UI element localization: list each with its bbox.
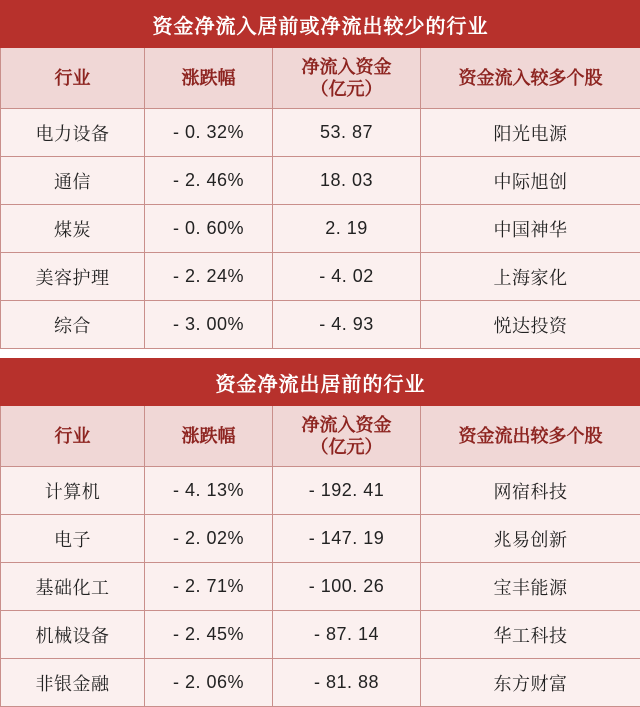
column-header-industry <box>1 48 145 109</box>
outflow-table-header-row <box>1 406 640 467</box>
cell-net-inflow: 18. 03 <box>273 157 421 205</box>
cell-change: - 2. 71% <box>145 563 273 611</box>
table-row <box>1 467 640 515</box>
cell-net-inflow: - 4. 93 <box>273 301 421 349</box>
cell-industry: 通信 <box>1 157 145 205</box>
column-header-net-inflow-line2: （亿元） <box>274 436 419 459</box>
table-gap <box>1 349 640 359</box>
cell-industry: 美容护理 <box>1 253 145 301</box>
table-row <box>1 109 640 157</box>
cell-stock: 悦达投资 <box>421 301 640 349</box>
column-header-net-inflow <box>273 406 421 467</box>
column-header-top-stocks-line1: 资金流入较多个股 <box>422 67 639 90</box>
column-header-industry-line1: 行业 <box>2 67 143 90</box>
cell-net-inflow: - 192. 41 <box>273 467 421 515</box>
column-header-industry-line1: 行业 <box>2 425 143 448</box>
cell-change: - 2. 46% <box>145 157 273 205</box>
cell-industry: 计算机 <box>1 467 145 515</box>
table-row <box>1 253 640 301</box>
table-row <box>1 301 640 349</box>
column-header-top-stocks-line1: 资金流出较多个股 <box>422 425 639 448</box>
cell-stock: 中国神华 <box>421 205 640 253</box>
column-header-top-stocks <box>421 48 640 109</box>
cell-industry: 电力设备 <box>1 109 145 157</box>
table-row <box>1 157 640 205</box>
column-header-net-inflow-line1: 净流入资金 <box>274 56 419 79</box>
cell-stock: 华工科技 <box>421 611 640 659</box>
column-header-net-inflow-line1: 净流入资金 <box>274 414 419 437</box>
cell-industry: 电子 <box>1 515 145 563</box>
table-row <box>1 611 640 659</box>
table-row <box>1 205 640 253</box>
column-header-change <box>145 406 273 467</box>
cell-net-inflow: - 4. 02 <box>273 253 421 301</box>
cell-change: - 2. 02% <box>145 515 273 563</box>
cell-industry: 非银金融 <box>1 659 145 707</box>
column-header-industry <box>1 406 145 467</box>
cell-net-inflow: - 87. 14 <box>273 611 421 659</box>
cell-change: - 0. 32% <box>145 109 273 157</box>
column-header-top-stocks <box>421 406 640 467</box>
cell-change: - 0. 60% <box>145 205 273 253</box>
cell-stock: 上海家化 <box>421 253 640 301</box>
table-row <box>1 563 640 611</box>
cell-change: - 2. 24% <box>145 253 273 301</box>
column-header-net-inflow <box>273 48 421 109</box>
inflow-table-title-row <box>1 1 640 48</box>
cell-change: - 4. 13% <box>145 467 273 515</box>
cell-stock: 东方财富 <box>421 659 640 707</box>
inflow-table-header-row <box>1 48 640 109</box>
outflow-table <box>0 358 640 707</box>
cell-change: - 2. 06% <box>145 659 273 707</box>
cell-industry: 机械设备 <box>1 611 145 659</box>
inflow-table-title: 资金净流入居前或净流出较少的行业 <box>1 1 640 48</box>
column-header-net-inflow-line2: （亿元） <box>274 78 419 101</box>
cell-change: - 2. 45% <box>145 611 273 659</box>
outflow-table-title: 资金净流出居前的行业 <box>1 359 640 406</box>
cell-stock: 兆易创新 <box>421 515 640 563</box>
cell-stock: 宝丰能源 <box>421 563 640 611</box>
cell-net-inflow: 53. 87 <box>273 109 421 157</box>
column-header-change-line1: 涨跌幅 <box>146 67 271 90</box>
cell-stock: 中际旭创 <box>421 157 640 205</box>
cell-net-inflow: - 81. 88 <box>273 659 421 707</box>
outflow-table-title-row <box>1 359 640 406</box>
table-row <box>1 659 640 707</box>
column-header-change <box>145 48 273 109</box>
table-row <box>1 515 640 563</box>
cell-net-inflow: - 147. 19 <box>273 515 421 563</box>
cell-net-inflow: - 100. 26 <box>273 563 421 611</box>
cell-industry: 基础化工 <box>1 563 145 611</box>
cell-industry: 煤炭 <box>1 205 145 253</box>
column-header-change-line1: 涨跌幅 <box>146 425 271 448</box>
cell-industry: 综合 <box>1 301 145 349</box>
cell-change: - 3. 00% <box>145 301 273 349</box>
cell-stock: 网宿科技 <box>421 467 640 515</box>
cell-stock: 阳光电源 <box>421 109 640 157</box>
cell-net-inflow: 2. 19 <box>273 205 421 253</box>
